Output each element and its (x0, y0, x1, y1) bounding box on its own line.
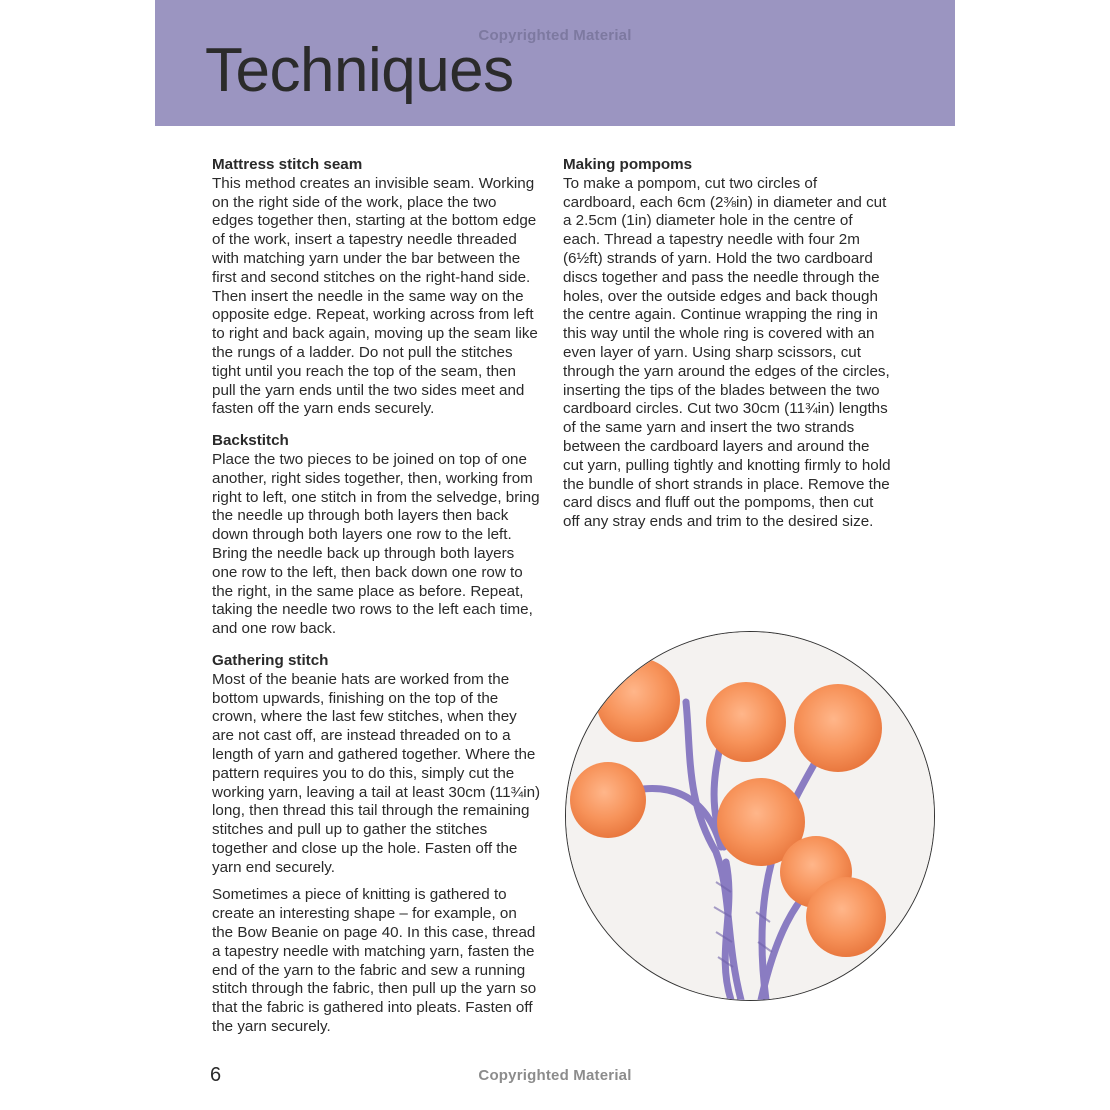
section-backstitch (212, 432, 542, 639)
section-heading: Backstitch (212, 432, 289, 450)
section-paragraph: To make a pompom, cut two circles of cardboard, each 6cm (2⅜in) in diameter and cut a 2.5cm (1in) diameter hole in the centre of each. Thread a tapestry needle with four 2m (6½ft) strands of yarn. Hold the two cardboard discs together and pass the needle through the holes, over the outside edges and back though the centre again. Continue wrapping the ring in this way until the whole ring is covered with an even layer of yarn. Using sharp scissors, cut through the yarn around the edges of the circles, inserting the tips of the blades between the two cardboard circles. Cut two 30cm (11¾in) lengths of the same yarn and insert the two strands between the cardboard layers and around the cut yarn, pulling tightly and knotting firmly to hold the bundle of short strands in place. Remove the card discs and fluff out the pompoms, then cut off any stray ends and trim to the desired size. (563, 174, 891, 531)
pompom (596, 658, 680, 742)
pompom-illustration (566, 632, 934, 1000)
pompom-photo (565, 631, 935, 1001)
section-paragraph: This method creates an invisible seam. Working on the right side of the work, place the two edges together then, starting at the bottom edge of the work, insert a tapestry needle threaded with matching yarn under the bar between the first and second stitches on the right-hand side. Then insert the needle in the same way on the opposite edge. Repeat, working across from left to right and back again, moving up the seam like the rungs of a ladder. Do not pull the stitches tight until you reach the top of the seam, then pull the yarn ends until the two sides meet and fasten off the yarn ends securely. (212, 174, 538, 418)
left-column (212, 156, 542, 1050)
section-making-pompoms (563, 156, 893, 532)
section-mattress-stitch (212, 156, 542, 419)
section-paragraph: Place the two pieces to be joined on top of one another, right sides together, then, working from right to left, one stitch in from the selvedge, bring the needle up through both layers then back down through both layers one row to the left. Bring the needle back up through both layers one row to the left, then back down one row to the right, in the same place as before. Repeat, taking the needle two rows to the left each time, and one row back. (212, 450, 540, 638)
section-gathering-stitch (212, 652, 542, 1037)
pompom (570, 762, 646, 838)
section-paragraph: Sometimes a piece of knitting is gathered to create an interesting shape – for example, on the Bow Beanie on page 40. In this case, thread a tapestry needle with matching yarn, fasten the end of the yarn to the fabric and sew a running stitch through the fabric, then pull up the yarn so that the fabric is gathered into pleats. Fasten off the yarn securely. (212, 886, 537, 1036)
page-number: 6 (210, 1064, 222, 1086)
pompom (706, 682, 786, 762)
section-heading: Gathering stitch (212, 651, 329, 669)
right-column (563, 156, 893, 545)
copyright-watermark-top: Copyrighted Material (478, 27, 632, 44)
pompom (794, 684, 882, 772)
page-title: Techniques (205, 36, 514, 105)
section-heading: Making pompoms (563, 156, 693, 173)
section-heading: Mattress stitch seam (212, 156, 363, 173)
copyright-watermark-bottom: Copyrighted Material (478, 1067, 632, 1084)
section-paragraph: Most of the beanie hats are worked from the bottom upwards, finishing on the top of the crown, where the last few stitches, when they are not cast off, are instead threaded on to a length of yarn and gathered together. Where the pattern requires you to do this, simply cut the working yarn, leaving a tail at least 30cm (11¾in) long, then thread this tail through the remaining stitches and pull up to gather the stitches together and close up the hole. Fasten off the yarn end securely. (212, 670, 541, 876)
pompom (806, 877, 886, 957)
